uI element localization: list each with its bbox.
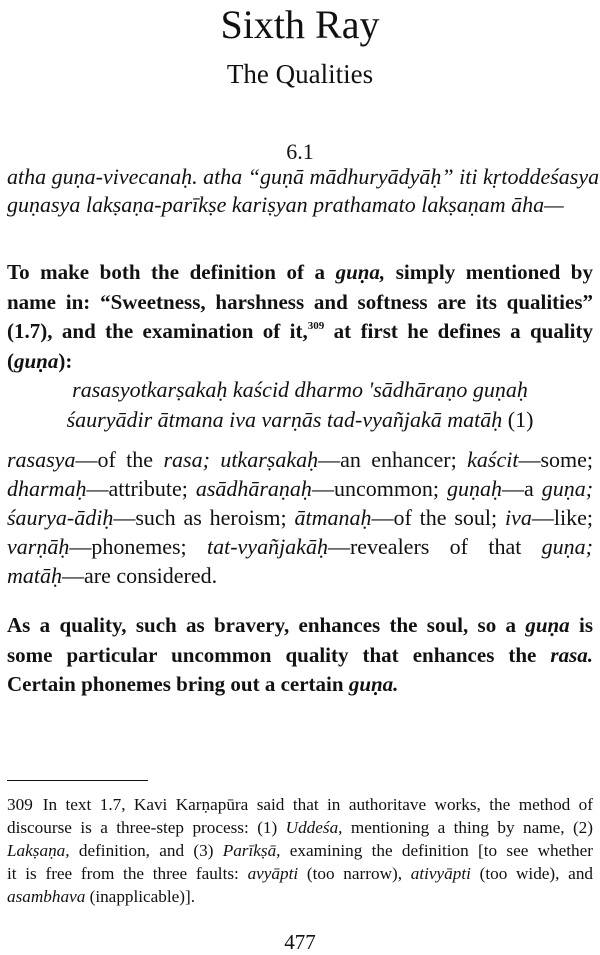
sanskrit-intro-line: atha guṇa-vivecanaḥ. atha “guṇā mādhuryādyāḥ” iti kṛtoddeśasya — [7, 164, 600, 189]
italic-term: asādhāraṇaḥ — [195, 476, 312, 501]
italic-term: guṇaḥ — [446, 476, 502, 501]
section-title: The Qualities — [226, 59, 374, 89]
sanskrit-verse — [7, 375, 593, 435]
text: In text 1.7, Kavi Karṇapūra said that in authoritave works, the method of — [42, 795, 593, 814]
text: mentioning a thing by name, (2) — [342, 818, 593, 837]
sanskrit-intro — [7, 163, 600, 219]
text: —of the — [75, 447, 164, 472]
text: To make both the definition of a — [7, 260, 336, 284]
translation-intro — [7, 258, 593, 376]
translation-line — [7, 258, 593, 288]
italic-term: rasasya — [7, 447, 76, 472]
text: at first he defines a quality — [324, 319, 594, 343]
text: definition, and (3) — [69, 841, 223, 860]
text: —attribute; — [86, 476, 196, 501]
italic-term: guṇa. — [348, 672, 399, 696]
italic-term: guṇa; — [541, 534, 593, 559]
italic-term: matāḥ — [7, 563, 62, 588]
verse-marker: (1) — [502, 407, 534, 432]
chapter-title: Sixth Ray — [220, 2, 380, 47]
footnote-line — [7, 816, 593, 839]
italic-term: iva — [504, 505, 532, 530]
text: is — [569, 613, 593, 637]
translation-line — [7, 317, 593, 347]
italic-term: kaścit — [467, 447, 519, 472]
italic-term: utkarṣakaḥ — [220, 447, 319, 472]
text: —like; — [531, 505, 593, 530]
text: (too narrow), — [298, 864, 411, 883]
text: Certain phonemes bring out a certain — [7, 672, 349, 696]
footnote-reference[interactable]: 309 — [307, 320, 325, 332]
word-for-word-meanings — [7, 445, 593, 590]
italic-term: rasa; — [163, 447, 210, 472]
italic-term: ātmanaḥ — [294, 505, 372, 530]
text: examining the definition [to see whether — [280, 841, 593, 860]
italic-term: guṇa; — [541, 476, 594, 501]
text — [210, 447, 220, 472]
footnote-number: 309 — [7, 795, 33, 814]
italic-term: dharmaḥ — [7, 476, 87, 501]
footnote-line — [7, 885, 593, 908]
text: (1.7), and the examination of it, — [7, 319, 308, 343]
verse-line: rasasyotkarṣakaḥ kaścid dharmo 'sādhāraṇo guṇaḥ — [72, 377, 528, 402]
text: ): — [58, 348, 73, 373]
text: (too wide), and — [470, 864, 594, 883]
italic-term: avyāpti — [247, 864, 299, 883]
text: it is free from the three faults: — [7, 864, 248, 883]
text: —are considered. — [62, 563, 218, 588]
text: As a quality, such as bravery, enhances the soul, so a — [7, 613, 526, 637]
text: —a — [501, 476, 542, 501]
text: (inapplicable)]. — [85, 887, 196, 906]
text: discourse is a three-step process: (1) — [7, 818, 286, 837]
footnote-divider — [7, 780, 148, 781]
text: ( — [7, 348, 14, 373]
italic-term: tat-vyañjakāḥ — [206, 534, 328, 559]
text: —of the soul; — [371, 505, 505, 530]
word-meaning-line — [7, 503, 593, 532]
translation-line — [7, 347, 593, 377]
italic-term: rasa. — [550, 642, 593, 667]
verse-line — [7, 405, 593, 435]
italic-term: guṇa — [525, 613, 570, 637]
word-meaning-line — [7, 532, 593, 561]
footnote — [7, 793, 593, 908]
translation-line: name in: “Sweetness, harshness and softness are its qualities” — [7, 289, 593, 314]
purport — [7, 611, 593, 700]
italic-term: varṇāḥ — [7, 534, 70, 559]
italic-term: Uddeśa, — [285, 818, 343, 837]
italic-term: asambhava — [7, 887, 86, 906]
text: simply mentioned by — [385, 260, 593, 284]
word-meaning-line — [7, 561, 593, 590]
italic-term: śaurya-ādiḥ — [7, 505, 114, 530]
purport-line — [7, 670, 593, 700]
purport-line — [7, 641, 593, 671]
word-meaning-line — [7, 474, 593, 503]
text: some particular uncommon quality that enhances the — [7, 642, 551, 667]
italic-term: Parīkṣā, — [222, 841, 281, 860]
italic-term: guṇa, — [335, 260, 386, 284]
sanskrit-intro-line: guṇasya lakṣaṇa-parīkṣe kariṣyan prathamato lakṣaṇam āha— — [7, 192, 564, 217]
italic-term: Lakṣaṇa, — [7, 841, 70, 860]
word-meaning-line — [7, 445, 593, 474]
text: —phonemes; — [69, 534, 207, 559]
footnote-line — [7, 862, 593, 885]
text: śauryādir ātmana iva varṇās tad-vyañjakā matāḥ — [66, 407, 503, 432]
purport-line — [7, 611, 593, 641]
text: —an enhancer; — [318, 447, 468, 472]
text: —uncommon; — [311, 476, 447, 501]
footnote-line — [7, 839, 593, 862]
italic-term: ativyāpti — [410, 864, 471, 883]
text: —some; — [518, 447, 594, 472]
text: —such as heroism; — [113, 505, 295, 530]
text: —revealers of that — [327, 534, 542, 559]
page-number: 477 — [284, 930, 316, 954]
footnote-line — [7, 793, 593, 816]
italic-term: guṇa — [14, 348, 59, 373]
verse-number: 6.1 — [286, 139, 314, 164]
